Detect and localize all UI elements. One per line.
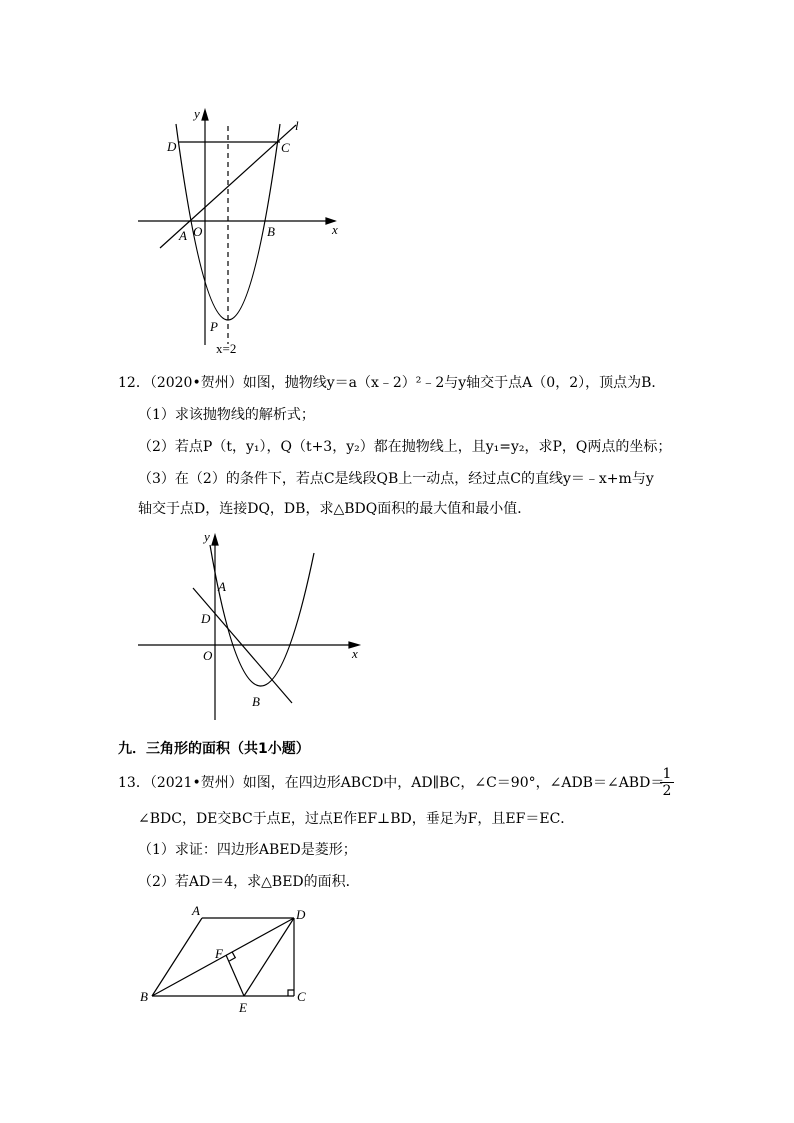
label-e: E <box>239 1000 247 1015</box>
label-l: l <box>295 118 299 133</box>
segment-ab <box>152 918 202 996</box>
label-c: C <box>297 989 306 1004</box>
label-c: C <box>281 140 290 155</box>
label-d: D <box>167 139 177 154</box>
problem13-line2: ∠BDC，DE交BC于点E，过点E作EF⊥BD，垂足为F，且EF＝EC． <box>138 811 575 827</box>
label-d: D <box>296 907 306 922</box>
y-axis-arrow <box>212 535 218 545</box>
label-o: O <box>203 648 213 663</box>
label-a: A <box>192 903 200 918</box>
fraction-one-half <box>660 766 674 799</box>
problem13-line1: 13．（2021•贺州）如图，在四边形ABCD中，AD∥BC，∠C＝90°，∠ADB＝∠ABD＝ <box>118 775 665 791</box>
problem12-q3-a: （3）在（2）的条件下，若点C是线段QB上一动点，经过点C的直线y＝﹣x+m与y <box>138 471 654 487</box>
fraction-denominator: 2 <box>660 782 674 799</box>
label-x: x <box>332 222 338 237</box>
problem13-q2: （2）若AD＝4，求△BED的面积． <box>138 874 360 890</box>
figure-parabola-1 <box>130 100 350 360</box>
segment-ef <box>226 955 244 996</box>
fraction-numerator: 1 <box>662 766 672 782</box>
label-b: B <box>140 989 148 1004</box>
label-x: x <box>352 646 358 661</box>
label-a: A <box>179 228 187 243</box>
parabola-curve <box>210 545 314 686</box>
label-b: B <box>267 224 275 239</box>
segment-de <box>244 918 294 996</box>
label-p: P <box>210 319 218 334</box>
problem12-line1: 12．（2020•贺州）如图，抛物线y＝a（x﹣2）²﹣2与y轴交于点A（0，2），顶点为B． <box>118 375 666 391</box>
label-y: y <box>204 529 210 544</box>
problem12-q2: （2）若点P（t，y₁），Q（t+3，y₂）都在抛物线上，且y₁=y₂，求P，Q两点的坐标； <box>138 439 672 455</box>
problem13-q1: （1）求证：四边形ABED是菱形； <box>138 842 357 858</box>
label-b: B <box>252 694 260 709</box>
section-heading: 九．三角形的面积（共1小题） <box>118 741 310 757</box>
y-axis-arrow <box>202 110 208 120</box>
label-f: F <box>215 946 223 961</box>
figure-quadrilateral <box>130 900 330 1020</box>
problem12-q3-b: 轴交于点D，连接DQ，DB，求△BDQ面积的最大值和最小值． <box>138 501 532 517</box>
label-d: D <box>201 611 211 626</box>
label-y: y <box>194 106 200 121</box>
segment-bd <box>152 918 294 996</box>
label-a: A <box>218 579 226 594</box>
label-o: O <box>193 224 203 239</box>
right-angle-c <box>288 990 294 996</box>
figure-parabola-2 <box>130 525 370 725</box>
problem12-q1: （1）求该抛物线的解析式； <box>138 407 315 423</box>
label-axis-equation: x=2 <box>216 341 237 356</box>
